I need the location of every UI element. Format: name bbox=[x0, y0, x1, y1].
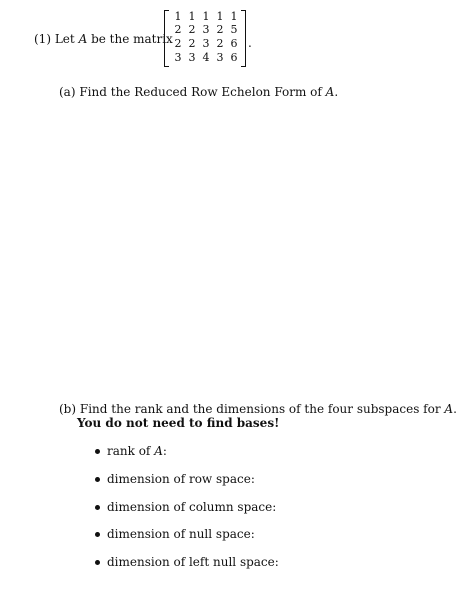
item-rank-prefix: rank of bbox=[107, 444, 151, 458]
part-b-note: You do not need to find bases! bbox=[77, 416, 280, 430]
bullet-icon bbox=[95, 560, 100, 565]
part-b bbox=[59, 402, 457, 416]
part-a bbox=[59, 85, 338, 99]
part-a-label: (a) bbox=[59, 85, 76, 99]
intro-var: A bbox=[78, 32, 88, 46]
part-b-label: (b) bbox=[59, 402, 77, 416]
item-rank bbox=[107, 444, 167, 458]
matrix-period: . bbox=[248, 36, 252, 50]
matrix-row-3 bbox=[171, 37, 241, 51]
item-rank-var: A bbox=[154, 444, 163, 458]
matrix-right-bracket bbox=[241, 10, 246, 67]
matrix-cell: 3 bbox=[188, 51, 196, 64]
part-b-end: . bbox=[453, 402, 457, 416]
matrix-cell: 6 bbox=[230, 37, 238, 50]
part-a-text: Find the Reduced Row Echelon Form of bbox=[79, 85, 322, 99]
matrix-cell: 1 bbox=[230, 10, 238, 23]
bullet-icon bbox=[95, 532, 100, 537]
matrix-cell: 1 bbox=[202, 10, 210, 23]
item-null-space: dimension of null space: bbox=[107, 527, 255, 541]
item-rank-suffix: : bbox=[162, 444, 167, 458]
matrix-cell: 3 bbox=[202, 37, 210, 50]
problem-number: (1) bbox=[34, 32, 51, 46]
matrix-a bbox=[164, 10, 246, 67]
item-column-space: dimension of column space: bbox=[107, 500, 277, 514]
matrix-cell: 2 bbox=[188, 37, 196, 50]
item-row-space: dimension of row space: bbox=[107, 472, 255, 486]
matrix-row-1 bbox=[171, 10, 241, 24]
matrix-row-4 bbox=[171, 51, 241, 65]
matrix-cell: 1 bbox=[216, 10, 224, 23]
matrix-cell: 2 bbox=[174, 37, 182, 50]
intro-prefix: Let bbox=[54, 32, 75, 46]
part-a-end: . bbox=[334, 85, 339, 99]
intro-suffix: be the matrix bbox=[91, 32, 173, 46]
bullet-icon bbox=[95, 477, 100, 482]
matrix-cell: 1 bbox=[174, 10, 182, 23]
bullet-icon bbox=[95, 505, 100, 510]
matrix-cell: 2 bbox=[174, 23, 182, 36]
matrix-cell: 3 bbox=[216, 51, 224, 64]
matrix-cell: 6 bbox=[230, 51, 238, 64]
matrix-cell: 5 bbox=[230, 23, 238, 36]
item-left-null-space: dimension of left null space: bbox=[107, 555, 279, 569]
part-b-var: A bbox=[444, 402, 454, 416]
matrix-cell: 3 bbox=[174, 51, 182, 64]
matrix-cell: 3 bbox=[202, 23, 210, 36]
problem-statement bbox=[34, 32, 173, 46]
matrix-left-bracket bbox=[164, 10, 169, 67]
matrix-cell: 2 bbox=[216, 23, 224, 36]
matrix-cell: 2 bbox=[188, 23, 196, 36]
matrix-cell: 1 bbox=[188, 10, 196, 23]
matrix-row-2 bbox=[171, 23, 241, 37]
bullet-icon bbox=[95, 449, 100, 454]
part-a-var: A bbox=[325, 85, 335, 99]
matrix-cell: 4 bbox=[202, 51, 210, 64]
part-b-text: Find the rank and the dimensions of the four subspaces for bbox=[79, 402, 441, 416]
matrix-cell: 2 bbox=[216, 37, 224, 50]
